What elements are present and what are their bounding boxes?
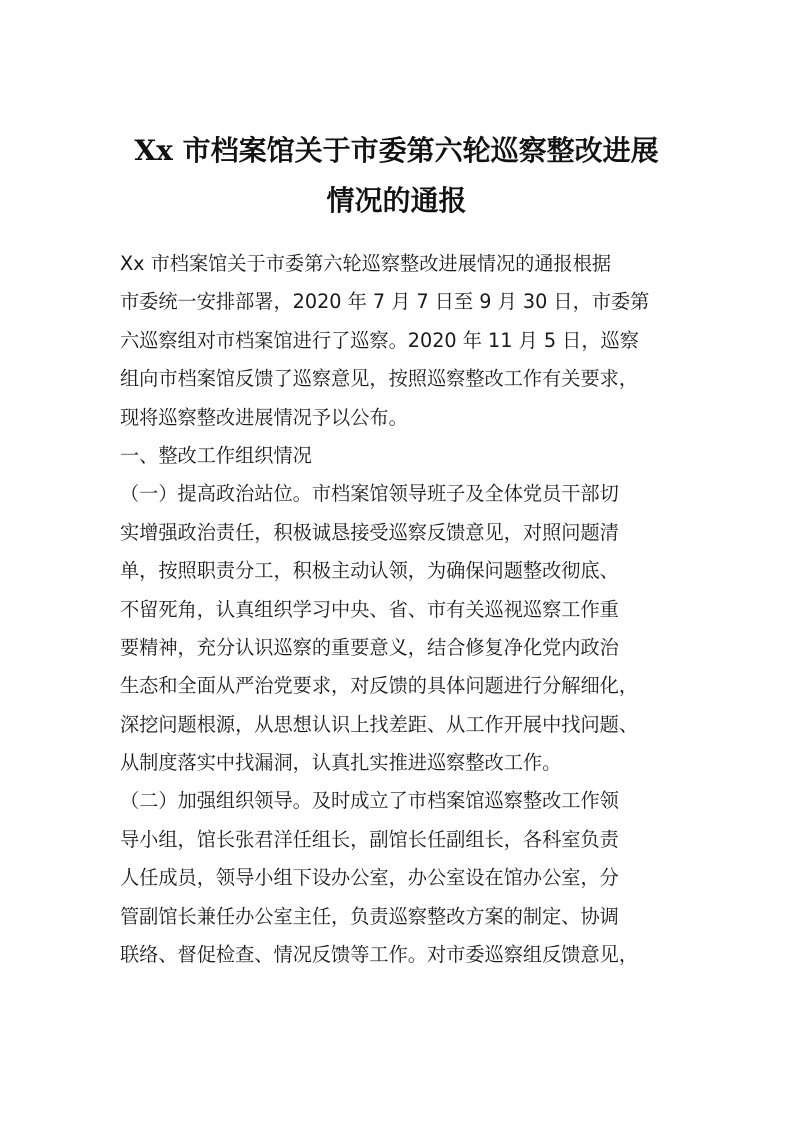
body-line: 生态和全面从严治党要求，对反馈的具体问题进行分解细化， xyxy=(120,674,639,698)
body-line: 深挖问题根源，从思想认识上找差距、从工作开展中找问题、 xyxy=(120,712,639,736)
body-line: 实增强政治责任，积极诚恳接受巡察反馈意见，对照问题清 xyxy=(120,520,619,544)
document-title xyxy=(100,126,693,226)
section-heading: 一、整改工作组织情况 xyxy=(120,443,312,467)
body-line: 现将巡察整改进展情况予以公布。 xyxy=(120,405,408,429)
body-line: Xx 市档案馆关于市委第六轮巡察整改进展情况的通报根据 xyxy=(120,252,612,275)
body-line: 不留死角，认真组织学习中央、省、市有关巡视巡察工作重 xyxy=(120,597,619,621)
body-line: （二）加强组织领导。及时成立了市档案馆巡察整改工作领 xyxy=(120,789,619,813)
body-line: 联络、督促检查、情况反馈等工作。对市委巡察组反馈意见， xyxy=(120,943,639,967)
body-line: 导小组，馆长张君洋任组长，副馆长任副组长，各科室负责 xyxy=(120,827,619,851)
title-line: 情况的通报 xyxy=(326,184,467,217)
body-line: 市委统一安排部署，2020 年 7 月 7 日至 9 月 30 日，市委第 xyxy=(120,290,650,314)
body-line: 人任成员，领导小组下设办公室，办公室设在馆办公室，分 xyxy=(120,866,619,890)
body-line: 六巡察组对市档案馆进行了巡察。2020 年 11 月 5 日，巡察 xyxy=(120,328,639,352)
body-line: 要精神，充分认识巡察的重要意义，结合修复净化党内政治 xyxy=(120,635,619,659)
body-line: 单，按照职责分工，积极主动认领，为确保问题整改彻底、 xyxy=(120,559,619,583)
document-body xyxy=(120,245,680,974)
body-line: 从制度落实中找漏洞，认真扎实推进巡察整改工作。 xyxy=(120,751,562,775)
body-line: 组向市档案馆反馈了巡察意见，按照巡察整改工作有关要求， xyxy=(120,367,639,391)
body-line: 管副馆长兼任办公室主任，负责巡察整改方案的制定、协调 xyxy=(120,904,619,928)
title-line: Xx 市档案馆关于市委第六轮巡察整改进展 xyxy=(134,134,659,167)
body-line: （一）提高政治站位。市档案馆领导班子及全体党员干部切 xyxy=(120,482,619,506)
